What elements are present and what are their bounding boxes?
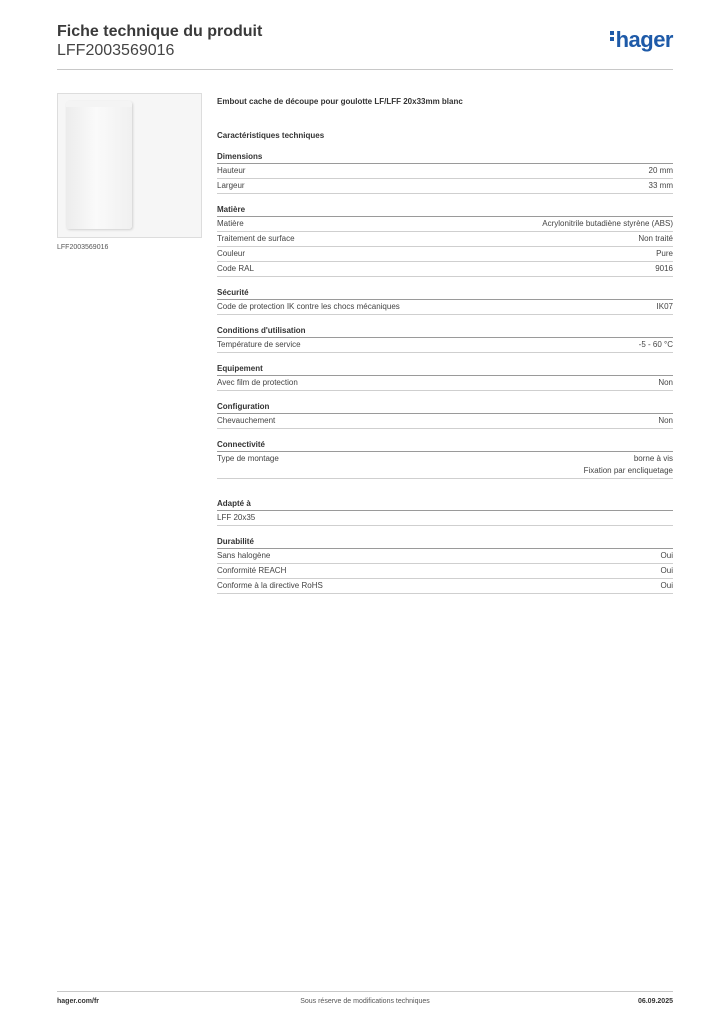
- section-connectivite: [217, 440, 673, 479]
- spec-content: [217, 96, 673, 594]
- spec-label: Type de montage: [217, 454, 279, 463]
- spec-row: [217, 232, 673, 247]
- section-title: Adapté à: [217, 499, 673, 511]
- spec-row: [217, 564, 673, 579]
- spec-value: [656, 248, 673, 260]
- spec-row: [217, 549, 673, 564]
- spec-row: [217, 414, 673, 429]
- product-reference: LFF2003569016: [57, 42, 175, 59]
- section-dimensions: [217, 152, 673, 194]
- section-equipement: [217, 364, 673, 391]
- section-configuration: [217, 402, 673, 429]
- spec-label: Sans halogène: [217, 551, 271, 560]
- spec-value-line: 9016: [655, 264, 673, 273]
- section-title: Conditions d'utilisation: [217, 326, 673, 338]
- section-adapte-a: [217, 499, 673, 526]
- spec-value: [638, 233, 673, 245]
- section-title: Durabilité: [217, 537, 673, 549]
- page-header: [57, 22, 673, 68]
- spec-value: [658, 415, 673, 427]
- product-description: Embout cache de découpe pour goulotte LF/LFF 20x33mm blanc: [217, 97, 463, 106]
- spec-row: [217, 217, 673, 232]
- spec-value-line: Oui: [660, 566, 673, 575]
- spec-value-line: Non: [658, 416, 673, 425]
- product-image-caption: LFF2003569016: [57, 244, 109, 251]
- spec-label: Conformité REACH: [217, 566, 287, 575]
- section-title: Dimensions: [217, 152, 673, 164]
- spec-value: [657, 301, 673, 313]
- spec-label: Largeur: [217, 181, 245, 190]
- spec-row: [217, 300, 673, 315]
- spec-label: Code de protection IK contre les chocs mécaniques: [217, 302, 400, 311]
- spec-label: Code RAL: [217, 264, 254, 273]
- logo-dots-icon: [610, 31, 614, 43]
- section-title: Configuration: [217, 402, 673, 414]
- footer-date: 06.09.2025: [637, 998, 673, 1005]
- spec-value: [661, 580, 673, 592]
- section-matiere: [217, 205, 673, 277]
- section-title: Matière: [217, 205, 673, 217]
- spec-label: Matière: [217, 219, 244, 228]
- spec-label: Traitement de surface: [217, 234, 295, 243]
- spec-value-line: borne à vis: [633, 454, 673, 463]
- section-title: Equipement: [217, 364, 673, 376]
- header-divider: [57, 69, 673, 70]
- spec-value-line: -5 - 60 °C: [638, 340, 673, 349]
- spec-value-line: IK07: [656, 302, 673, 311]
- spec-row: [217, 247, 673, 262]
- section-conditions-d-utilisation: [217, 326, 673, 353]
- spec-value: [584, 453, 673, 477]
- spec-value-line: Oui: [660, 551, 673, 560]
- section-title: Sécurité: [217, 288, 673, 300]
- spec-label: Couleur: [217, 249, 246, 258]
- spec-value-line: Oui: [660, 581, 673, 590]
- spec-label: Hauteur: [217, 166, 246, 175]
- section-durabilite: [217, 537, 673, 594]
- section-securite: [217, 288, 673, 315]
- spec-row: [217, 179, 673, 194]
- spec-value: [639, 339, 673, 351]
- tech-heading: Caractéristiques techniques: [217, 131, 325, 140]
- footer-website: hager.com/fr: [57, 998, 100, 1005]
- extra-sections: [217, 499, 673, 594]
- spec-value-line: Non traité: [638, 234, 673, 243]
- section-title: Connectivité: [217, 440, 673, 452]
- spec-value-line: Acrylonitrile butadiène styrène (ABS): [542, 219, 673, 228]
- spec-row: [217, 338, 673, 353]
- spec-value-line: 20 mm: [648, 166, 673, 175]
- spec-row: [217, 164, 673, 179]
- spec-value: [649, 165, 673, 177]
- spec-value: [542, 218, 673, 230]
- spec-row: [217, 579, 673, 594]
- spec-label: LFF 20x35: [217, 513, 256, 522]
- spec-label: Avec film de protection: [217, 378, 298, 387]
- product-image: [57, 93, 202, 238]
- spec-value-line: Pure: [656, 249, 673, 258]
- spec-value: [658, 377, 673, 389]
- spec-value: [655, 263, 673, 275]
- spec-row: [217, 262, 673, 277]
- spec-value: [661, 550, 673, 562]
- spec-sections: [217, 152, 673, 479]
- spec-value: [649, 180, 673, 192]
- spec-row: [217, 511, 673, 526]
- footer-divider: [57, 991, 673, 992]
- spec-row: [217, 376, 673, 391]
- spec-value-line: 33 mm: [648, 181, 673, 190]
- spec-row: [217, 452, 673, 479]
- logo-text: hager: [615, 27, 673, 52]
- hager-logo: [610, 28, 673, 52]
- spec-value-line: Non: [658, 378, 673, 387]
- footer-notice: Sous réserve de modifications techniques: [300, 998, 430, 1005]
- page-title: Fiche technique du produit: [57, 23, 263, 40]
- spec-label: Température de service: [217, 340, 301, 349]
- spec-value-line: Fixation par encliquetage: [583, 466, 673, 475]
- spec-label: Conforme à la directive RoHS: [217, 581, 323, 590]
- product-end-cap-shape: [66, 101, 132, 229]
- spec-value: [661, 565, 673, 577]
- spec-label: Chevauchement: [217, 416, 276, 425]
